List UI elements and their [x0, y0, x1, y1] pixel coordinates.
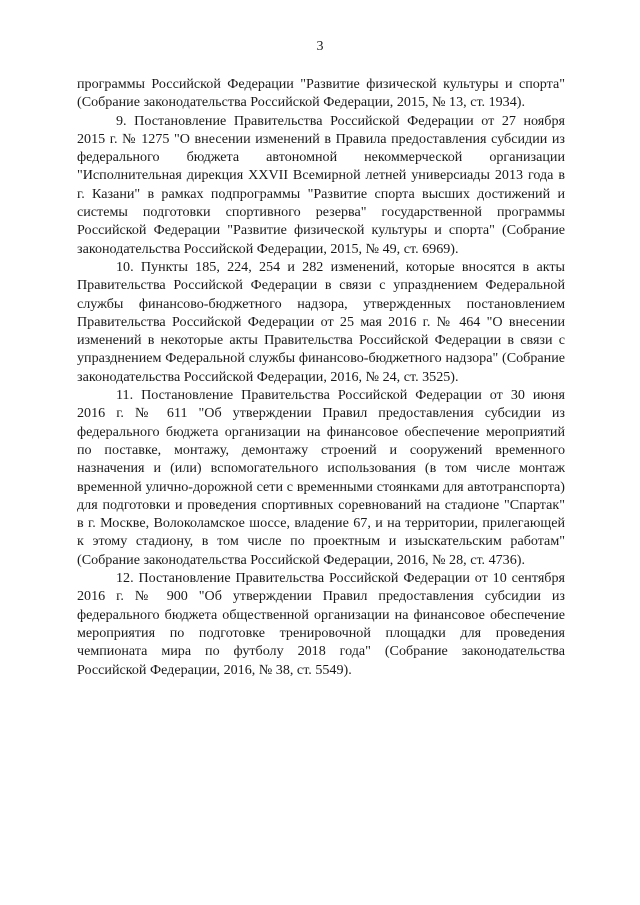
paragraph-item-9: 9. Постановление Правительства Российской Федерации от 27 ноября 2015 г. № 1275 "О внесении изменений в Правила предоставления субсидии из федерального бюджета автономной некоммерческой организации "Исполнительная дирекция XXVII Всемирной летней универсиады 2013 года в г. Казани" в рамках подпрограммы "Развитие спорта высших достижений и системы подготовки спортивного резерва" государственной программы Российской Федерации "Развитие физической культуры и спорта" (Собрание законодательства Российской Федерации, 2015, № 49, ст. 6969).	[77, 112, 565, 257]
page-number: 3	[316, 39, 324, 54]
paragraph-continuation: программы Российской Федерации "Развитие физической культуры и спорта" (Собрание законодательства Российской Федерации, 2015, № 13, ст. 1934).	[77, 76, 565, 111]
paragraph-item-11: 11. Постановление Правительства Российской Федерации от 30 июня 2016 г. № 611 "Об утверждении Правил предоставления субсидии из федерального бюджета организации на финансовое обеспечение мероприятий по поставке, монтажу, демонтажу строений и сооружений временного назначения и (или) вспомогательного использования (в том числе монтаж временной улично-дорожной сети с временными стоянками для автотранспорта) для подготовки и проведения спортивных соревнований на стадионе "Спартак" в г. Москве, Волоколамское шоссе, владение 67, и на территории, прилегающей к этому стадиону, в том числе по проектным и изыскательским работам" (Собрание законодательства Российской Федерации, 2016, № 28, ст. 4736).	[77, 387, 565, 568]
paragraph-item-10: 10. Пункты 185, 224, 254 и 282 изменений, которые вносятся в акты Правительства Российской Федерации в связи с упразднением Федеральной службы финансово-бюджетного надзора, утвержденных постановлением Правительства Российской Федерации от 25 мая 2016 г. № 464 "О внесении изменений в некоторые акты Правительства Российской Федерации в связи с упразднением Федеральной службы финансово-бюджетного надзора" (Собрание законодательства Российской Федерации, 2016, № 24, ст. 3525).	[77, 258, 565, 385]
paragraph-item-12: 12. Постановление Правительства Российской Федерации от 10 сентября 2016 г. № 900 "Об утверждении Правил предоставления субсидии из федерального бюджета общественной организации на финансовое обеспечение мероприятия по подготовке тренировочной площадки для проведения чемпионата мира по футболу 2018 года" (Собрание законодательства Российской Федерации, 2016, № 38, ст. 5549).	[77, 570, 565, 678]
document-body	[77, 75, 565, 679]
